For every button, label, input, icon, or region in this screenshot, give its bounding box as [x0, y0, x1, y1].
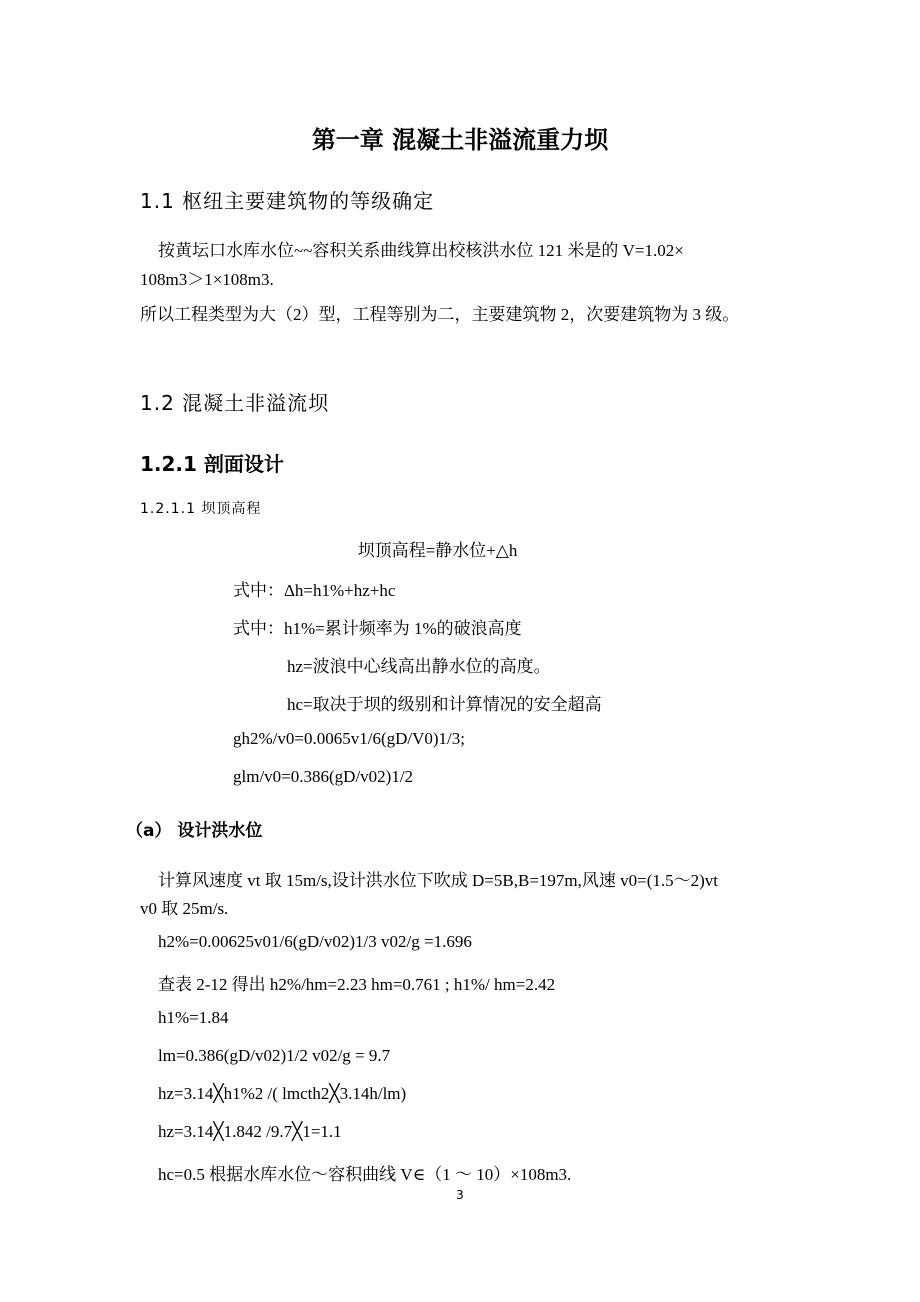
paragraph-a-line-2: v0 取 25m/s.: [140, 899, 229, 918]
section-heading-1-1: 1.1 枢纽主要建筑物的等级确定: [140, 189, 435, 213]
calc-line-7: hc=0.5 根据水库水位～容积曲线 V∈（1 ～ 10）×108m3.: [158, 1165, 572, 1184]
calc-line-4: lm=0.386(gD/v02)1/2 v02/g = 9.7: [158, 1046, 391, 1065]
calc-line-3: h1%=1.84: [158, 1008, 229, 1027]
section-heading-1-2-1-1: 1.2.1.1 坝顶高程: [140, 501, 262, 517]
calc-line-2: 查表 2-12 得出 h2%/hm=2.23 hm=0.761 ; h1%/ hm=2.42: [158, 975, 556, 994]
paragraph-1-line-2: 108m3＞1×108m3.: [140, 270, 274, 289]
page-number: 3: [456, 1188, 464, 1202]
calc-line-1: h2%=0.00625v01/6(gD/v02)1/3 v02/g =1.696: [158, 932, 472, 951]
equation-2: glm/v0=0.386(gD/v02)1/2: [233, 767, 414, 786]
calc-line-6: hz=3.14╳1.842 /9.7╳1=1.1: [158, 1122, 342, 1141]
chapter-title: 第一章 混凝土非溢流重力坝: [311, 126, 609, 154]
subsection-heading-a: （a） 设计洪水位: [126, 821, 263, 841]
formula-crest-elevation: 坝顶高程=静水位+△h: [357, 541, 518, 560]
formula-where-1: 式中：Δh=h1%+hz+hc: [233, 581, 396, 600]
equation-1: gh2%/v0=0.0065v1/6(gD/V0)1/3;: [233, 729, 465, 748]
section-heading-1-2-1: 1.2.1 剖面设计: [140, 452, 284, 476]
paragraph-2: 所以工程类型为大（2）型，工程等别为二，主要建筑物 2，次要建筑物为 3 级。: [140, 305, 740, 324]
calc-line-5: hz=3.14╳h1%2 /( lmcth2╳3.14h/lm): [158, 1084, 407, 1103]
formula-where-2: 式中：h1%=累计频率为 1%的破浪高度: [233, 619, 522, 638]
paragraph-a-line-1: 计算风速度 vt 取 15m/s,设计洪水位下吹成 D=5B,B=197m,风速 v0=(1.5～2)vt: [158, 871, 719, 890]
section-heading-1-2: 1.2 混凝土非溢流坝: [140, 391, 330, 415]
formula-where-3: hz=波浪中心线高出静水位的高度。: [287, 657, 551, 676]
paragraph-1-line-1: 按黄坛口水库水位~~容积关系曲线算出校核洪水位 121 米是的 V=1.02×: [158, 241, 684, 260]
formula-where-4: hc=取决于坝的级别和计算情况的安全超高: [287, 695, 602, 714]
